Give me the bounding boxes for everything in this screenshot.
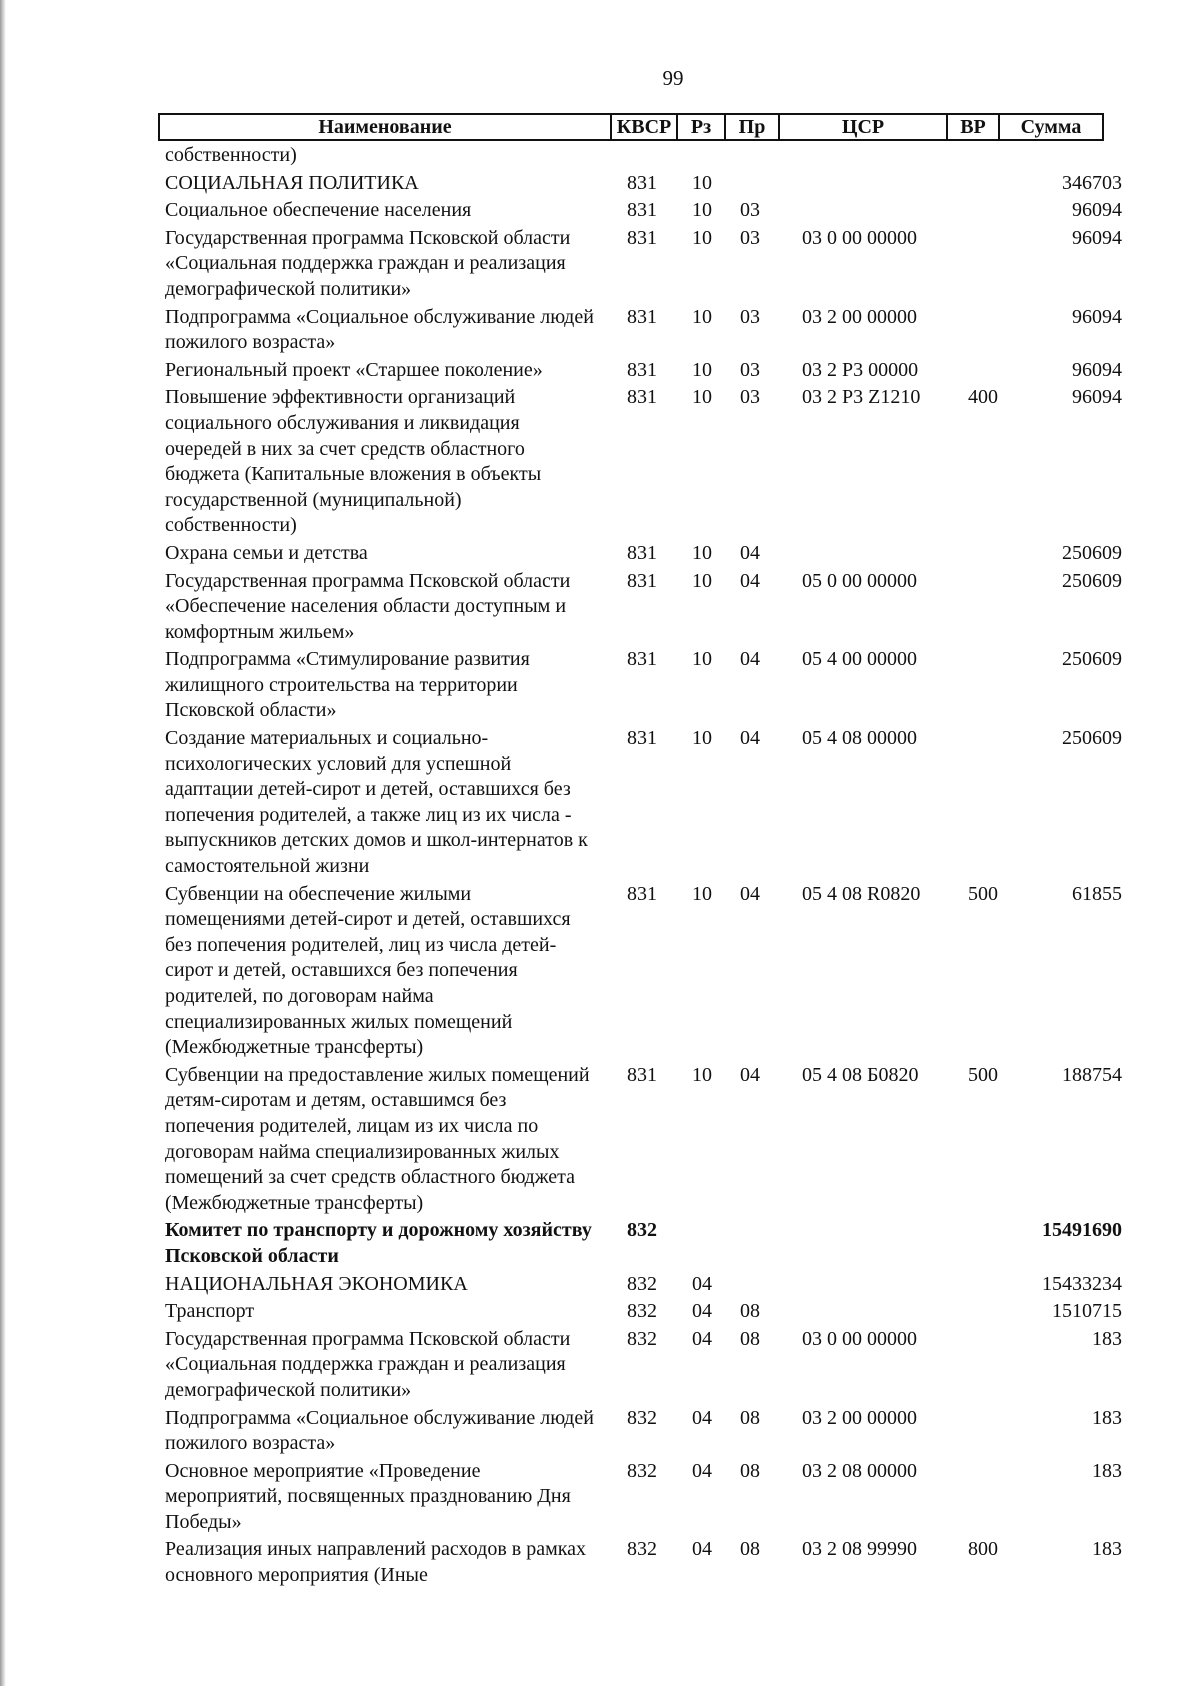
row-name: Субвенции на обеспечение жилыми помещениями детей-сирот и детей, оставшихся без попечения родителей, лиц из числа детей-сирот и детей, оставшихся без попечения родителей, по договорам найма специализированных жилых помещений (Межбюджетные трансферты) xyxy=(165,882,571,1059)
row-pr: 08 xyxy=(740,1300,760,1323)
row-rz: 10 xyxy=(692,882,712,905)
row-rz: 10 xyxy=(692,199,712,222)
row-name: Подпрограмма «Стимулирование развития жилищного строительства на территории Псковской области» xyxy=(165,648,530,722)
row-vr: 800 xyxy=(968,1538,998,1561)
row-rz: 10 xyxy=(692,171,712,194)
table-row xyxy=(0,1327,1200,1404)
row-name: Охрана семьи и детства xyxy=(165,541,368,564)
table-row xyxy=(0,1459,1200,1536)
table-row xyxy=(0,569,1200,646)
row-kvsr: 831 xyxy=(627,226,657,249)
row-rz: 04 xyxy=(692,1538,712,1561)
row-kvsr: 832 xyxy=(627,1272,657,1295)
row-name: Создание материальных и социально-психологических условий для успешной адаптации детей-сирот и детей, оставшихся без попечения родителей, а также лиц из их числа - выпускников детских домов и школ-интернатов к самостоятельной жизни xyxy=(165,727,588,878)
row-rz: 10 xyxy=(692,1063,712,1086)
row-sum: 15433234 xyxy=(1042,1272,1122,1295)
row-kvsr: 832 xyxy=(627,1459,657,1482)
row-sum: 250609 xyxy=(1062,569,1122,592)
table-row xyxy=(0,226,1200,303)
row-name: Государственная программа Псковской области «Обеспечение населения области доступным и комфортным жильем» xyxy=(165,569,571,643)
row-name: Субвенции на предоставление жилых помещений детям-сиротам и детям, оставшимся без попечения родителей, лицам из их числа по договорам найма специализированных жилых помещений за счет средств областного бюджета (Межбюджетные трансферты) xyxy=(165,1063,590,1214)
row-sum: 346703 xyxy=(1062,171,1122,194)
row-pr: 04 xyxy=(740,569,760,592)
table-body xyxy=(0,143,1200,1589)
row-pr: 04 xyxy=(740,882,760,905)
row-csr: 03 2 00 00000 xyxy=(802,305,917,328)
row-vr: 500 xyxy=(968,882,998,905)
row-kvsr: 831 xyxy=(627,386,657,409)
row-kvsr: 831 xyxy=(627,882,657,905)
row-sum: 183 xyxy=(1092,1459,1122,1482)
row-sum: 96094 xyxy=(1072,305,1122,328)
row-kvsr: 831 xyxy=(627,727,657,750)
row-csr: 03 2 08 99990 xyxy=(802,1538,917,1561)
row-pr: 04 xyxy=(740,648,760,671)
header-kvsr: КВСР xyxy=(610,115,676,139)
row-rz: 04 xyxy=(692,1406,712,1429)
row-name: Социальное обеспечение населения xyxy=(165,199,472,222)
row-name: собственности) xyxy=(165,144,297,166)
row-sum: 1510715 xyxy=(1052,1300,1122,1323)
row-name: СОЦИАЛЬНАЯ ПОЛИТИКА xyxy=(165,171,419,194)
table-row xyxy=(0,1406,1200,1457)
row-csr: 05 4 08 R0820 xyxy=(802,882,921,905)
row-pr: 03 xyxy=(740,358,760,381)
row-sum: 96094 xyxy=(1072,358,1122,381)
row-sum: 183 xyxy=(1092,1327,1122,1350)
table-row xyxy=(0,1537,1200,1588)
row-name: Повышение эффективности организаций социального обслуживания и ликвидация очередей в них за счет средств областного бюджета (Капитальные вложения в объекты государственной (муниципальной) собственности) xyxy=(165,386,542,537)
row-sum: 250609 xyxy=(1062,727,1122,750)
row-csr: 03 2 P3 Z1210 xyxy=(802,386,921,409)
row-sum: 15491690 xyxy=(1042,1219,1122,1242)
row-csr: 05 0 00 00000 xyxy=(802,569,917,592)
row-pr: 03 xyxy=(740,386,760,409)
row-rz: 10 xyxy=(692,648,712,671)
row-name: Государственная программа Псковской области «Социальная поддержка граждан и реализация демографической политики» xyxy=(165,226,571,300)
table-row xyxy=(0,1218,1200,1269)
row-name: Региональный проект «Старшее поколение» xyxy=(165,358,543,381)
row-sum: 188754 xyxy=(1062,1063,1122,1086)
row-rz: 04 xyxy=(692,1327,712,1350)
row-pr: 04 xyxy=(740,1063,760,1086)
row-pr: 08 xyxy=(740,1406,760,1429)
row-csr: 03 0 00 00000 xyxy=(802,226,917,249)
row-kvsr: 831 xyxy=(627,171,657,194)
row-name: Подпрограмма «Социальное обслуживание людей пожилого возраста» xyxy=(165,1406,594,1455)
row-sum: 96094 xyxy=(1072,386,1122,409)
row-vr: 500 xyxy=(968,1063,998,1086)
row-rz: 10 xyxy=(692,305,712,328)
table-row xyxy=(0,358,1200,384)
row-csr: 05 4 08 00000 xyxy=(802,727,917,750)
table-row xyxy=(0,726,1200,880)
table-header xyxy=(158,113,1104,141)
row-sum: 183 xyxy=(1092,1538,1122,1561)
header-rz: Рз xyxy=(676,115,724,139)
row-pr: 04 xyxy=(740,727,760,750)
row-pr: 03 xyxy=(740,199,760,222)
row-name: НАЦИОНАЛЬНАЯ ЭКОНОМИКА xyxy=(165,1272,468,1295)
table-row xyxy=(0,1272,1200,1298)
row-pr: 08 xyxy=(740,1538,760,1561)
row-rz: 10 xyxy=(692,358,712,381)
row-kvsr: 831 xyxy=(627,199,657,222)
row-sum: 61855 xyxy=(1072,882,1122,905)
row-name: Государственная программа Псковской области «Социальная поддержка граждан и реализация демографической политики» xyxy=(165,1327,571,1401)
row-rz: 10 xyxy=(692,226,712,249)
table-row xyxy=(0,1063,1200,1217)
table-row xyxy=(0,882,1200,1061)
row-kvsr: 832 xyxy=(627,1327,657,1350)
row-sum: 183 xyxy=(1092,1406,1122,1429)
header-vr: ВР xyxy=(946,115,998,139)
row-kvsr: 831 xyxy=(627,358,657,381)
table-row xyxy=(0,305,1200,356)
table-row xyxy=(0,647,1200,724)
header-sum: Сумма xyxy=(998,115,1102,139)
row-name: Основное мероприятие «Проведение мероприятий, посвященных празднованию Дня Победы» xyxy=(165,1459,571,1533)
row-pr: 08 xyxy=(740,1327,760,1350)
row-kvsr: 831 xyxy=(627,1063,657,1086)
row-rz: 10 xyxy=(692,569,712,592)
row-csr: 03 2 P3 00000 xyxy=(802,358,919,381)
row-name: Транспорт xyxy=(165,1300,255,1323)
row-rz: 10 xyxy=(692,541,712,564)
row-kvsr: 831 xyxy=(627,305,657,328)
row-rz: 04 xyxy=(692,1272,712,1295)
row-kvsr: 832 xyxy=(627,1219,657,1242)
row-kvsr: 832 xyxy=(627,1300,657,1323)
row-rz: 04 xyxy=(692,1300,712,1323)
row-kvsr: 831 xyxy=(627,541,657,564)
row-name: Подпрограмма «Социальное обслуживание людей пожилого возраста» xyxy=(165,305,594,354)
row-name: Реализация иных направлений расходов в рамках основного мероприятия (Иные xyxy=(165,1538,587,1587)
row-csr: 03 2 00 00000 xyxy=(802,1406,917,1429)
table-row xyxy=(0,385,1200,539)
page-number: 99 xyxy=(662,66,684,90)
row-sum: 96094 xyxy=(1072,199,1122,222)
row-vr: 400 xyxy=(968,386,998,409)
table-row xyxy=(0,143,1200,169)
table-row xyxy=(0,541,1200,567)
row-csr: 05 4 08 Б0820 xyxy=(802,1063,919,1086)
table-row xyxy=(0,198,1200,224)
row-csr: 03 2 08 00000 xyxy=(802,1459,917,1482)
row-kvsr: 831 xyxy=(627,648,657,671)
row-csr: 05 4 00 00000 xyxy=(802,648,917,671)
row-csr: 03 0 00 00000 xyxy=(802,1327,917,1350)
row-kvsr: 832 xyxy=(627,1538,657,1561)
header-pr: Пр xyxy=(724,115,778,139)
header-csr: ЦСР xyxy=(778,115,946,139)
table-row xyxy=(0,1299,1200,1325)
row-pr: 04 xyxy=(740,541,760,564)
row-rz: 10 xyxy=(692,727,712,750)
row-kvsr: 832 xyxy=(627,1406,657,1429)
row-rz: 04 xyxy=(692,1459,712,1482)
row-rz: 10 xyxy=(692,386,712,409)
row-pr: 03 xyxy=(740,305,760,328)
row-sum: 250609 xyxy=(1062,541,1122,564)
row-kvsr: 831 xyxy=(627,569,657,592)
row-sum: 250609 xyxy=(1062,648,1122,671)
row-sum: 96094 xyxy=(1072,226,1122,249)
row-pr: 03 xyxy=(740,226,760,249)
row-pr: 08 xyxy=(740,1459,760,1482)
row-name: Комитет по транспорту и дорожному хозяйству Псковской области xyxy=(165,1219,592,1267)
table-row xyxy=(0,171,1200,197)
header-name: Наименование xyxy=(318,116,452,138)
